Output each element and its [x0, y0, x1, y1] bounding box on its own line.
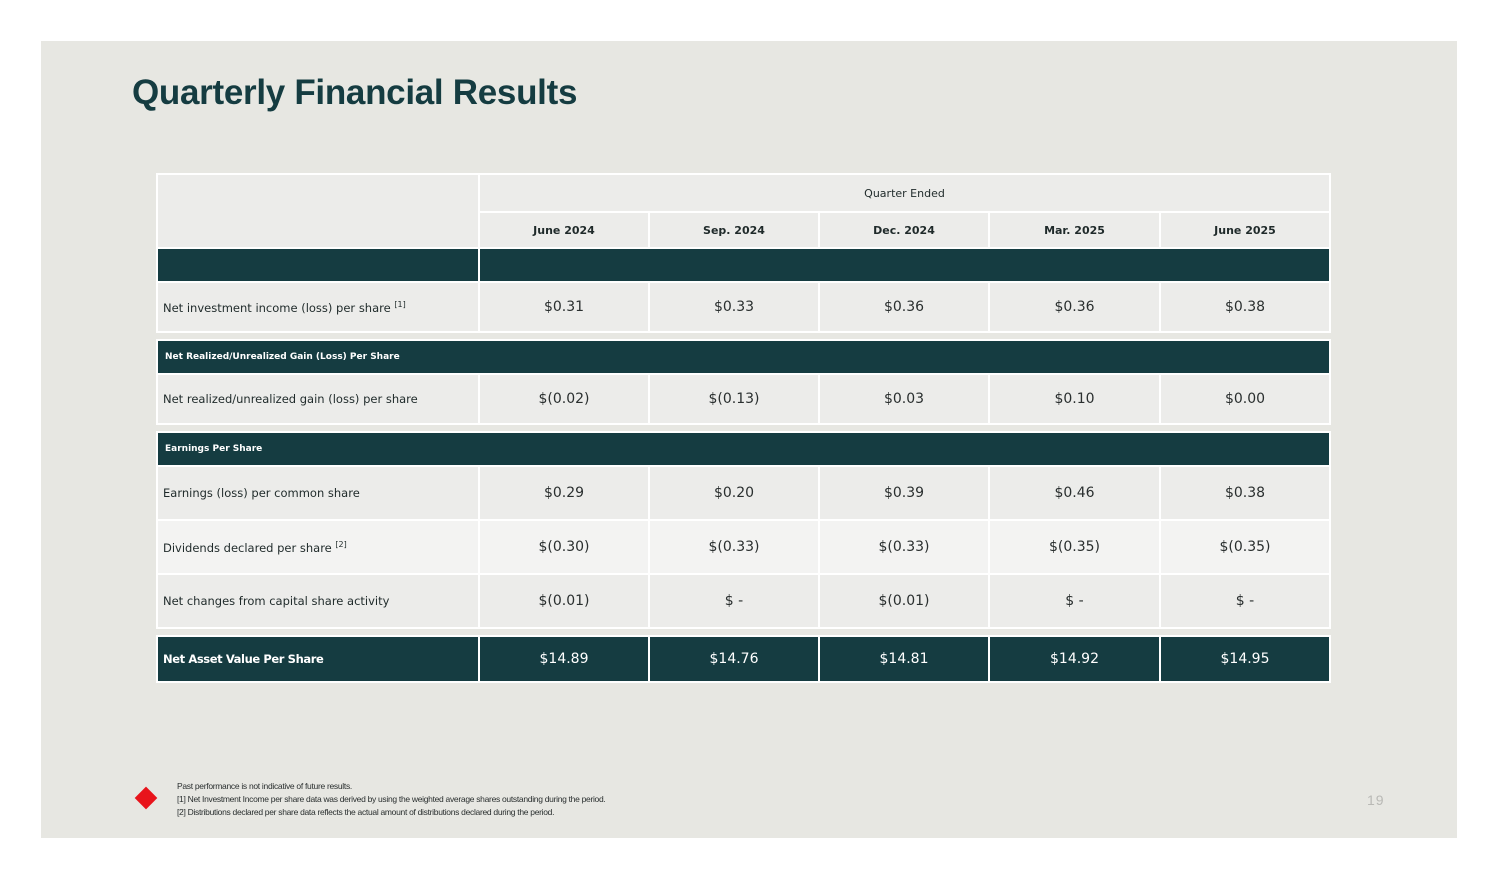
footnote-line: Past performance is not indicative of future results.	[177, 781, 352, 791]
table-cell: $(0.02)	[479, 374, 649, 424]
band-cell	[157, 248, 479, 282]
row-label	[157, 282, 479, 332]
red-diamond-icon	[135, 787, 158, 810]
table-cell: $0.46	[989, 466, 1160, 520]
table-cell: $14.95	[1160, 636, 1330, 682]
table-row-gain	[157, 374, 1330, 424]
table-cell: $0.31	[479, 282, 649, 332]
row-label-text: Dividends declared per share	[163, 540, 332, 555]
table-cell: $(0.30)	[479, 520, 649, 574]
band-cell	[479, 248, 1330, 282]
table-cell: $0.36	[819, 282, 989, 332]
footnote-line: [1] Net Investment Income per share data was derived by using the weighted average shares outstanding during the period.	[177, 794, 606, 804]
table-cell: $(0.01)	[479, 574, 649, 628]
period-header: Dec. 2024	[819, 212, 989, 248]
slide	[41, 41, 1457, 838]
table-cell: $14.92	[989, 636, 1160, 682]
table-cell: $ -	[989, 574, 1160, 628]
row-label: Earnings (loss) per common share	[157, 466, 479, 520]
row-spacer	[157, 332, 1330, 340]
table-cell: $(0.33)	[649, 520, 819, 574]
table-cell: $(0.01)	[819, 574, 989, 628]
table-cell: $14.89	[479, 636, 649, 682]
section-heading: Earnings Per Share	[157, 432, 1330, 466]
table-cell: $(0.35)	[1160, 520, 1330, 574]
section-band-eps	[157, 432, 1330, 466]
table-cell: $14.76	[649, 636, 819, 682]
financial-results-table	[156, 173, 1331, 683]
period-header: June 2025	[1160, 212, 1330, 248]
period-header: Mar. 2025	[989, 212, 1160, 248]
row-label: Net changes from capital share activity	[157, 574, 479, 628]
table-row-nav	[157, 636, 1330, 682]
period-header: Sep. 2024	[649, 212, 819, 248]
period-header: June 2024	[479, 212, 649, 248]
table-cell: $(0.33)	[819, 520, 989, 574]
table-row-capital	[157, 574, 1330, 628]
row-spacer	[157, 424, 1330, 432]
table-cell: $ -	[649, 574, 819, 628]
header-empty-cell	[157, 174, 479, 248]
table-row-dividends	[157, 520, 1330, 574]
table-cell: $0.38	[1160, 282, 1330, 332]
row-label: Net realized/unrealized gain (loss) per share	[157, 374, 479, 424]
row-spacer	[157, 628, 1330, 636]
table-cell: $0.33	[649, 282, 819, 332]
table-row-nii	[157, 282, 1330, 332]
row-label: Net Asset Value Per Share	[157, 636, 479, 682]
table-cell: $0.10	[989, 374, 1160, 424]
section-heading: Net Realized/Unrealized Gain (Loss) Per Share	[157, 340, 1330, 374]
table-cell: $14.81	[819, 636, 989, 682]
table-cell: $(0.35)	[989, 520, 1160, 574]
table-row-eps	[157, 466, 1330, 520]
footnote-ref: [2]	[335, 539, 347, 549]
row-label-text: Net investment income (loss) per share	[163, 300, 391, 315]
footnotes	[177, 780, 605, 819]
quarter-ended-header: Quarter Ended	[479, 174, 1330, 212]
table-cell: $0.29	[479, 466, 649, 520]
table-cell: $ -	[1160, 574, 1330, 628]
table-cell: $0.00	[1160, 374, 1330, 424]
table-cell: $(0.13)	[649, 374, 819, 424]
row-label	[157, 520, 479, 574]
table-cell: $0.36	[989, 282, 1160, 332]
table-cell: $0.03	[819, 374, 989, 424]
section-band-empty	[157, 248, 1330, 282]
table-cell: $0.39	[819, 466, 989, 520]
section-band-gain	[157, 340, 1330, 374]
table-cell: $0.20	[649, 466, 819, 520]
footnote-line: [2] Distributions declared per share data reflects the actual amount of distributions declared during the period.	[177, 807, 555, 817]
table-cell: $0.38	[1160, 466, 1330, 520]
group-header-row	[157, 174, 1330, 212]
page-number: 19	[1367, 792, 1385, 808]
footnote-ref: [1]	[394, 299, 406, 309]
page-title: Quarterly Financial Results	[132, 73, 578, 112]
